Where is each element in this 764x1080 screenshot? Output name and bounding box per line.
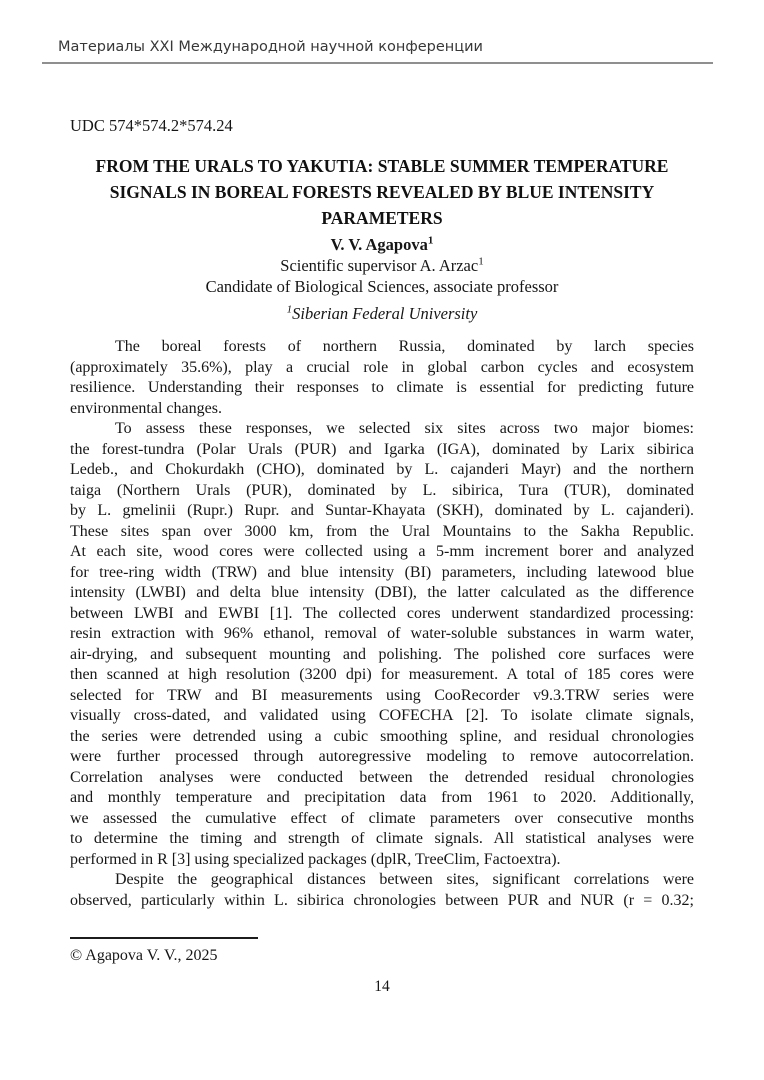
paper-title-line: SIGNALS IN BOREAL FORESTS REVEALED BY BLUE INTENSITY [109, 182, 655, 202]
paper-title-line: FROM THE URALS TO YAKUTIA: STABLE SUMMER TEMPERATURE [95, 156, 669, 176]
running-head-title: Материалы XXI Международной научной конференции [58, 39, 483, 55]
paper-page [0, 38, 764, 1080]
copyright-line: © Agapova V. V., 2025 [70, 947, 218, 964]
author-name [70, 234, 694, 255]
body-line: to determine the timing and strength of climate signals. All statistical analyses were [70, 830, 694, 847]
supervisor-text: Scientific supervisor A. Arzac [280, 256, 479, 275]
body-line: environmental changes. [70, 399, 222, 417]
affiliation-marker: 1 [286, 303, 293, 316]
body-line: and monthly temperature and precipitation data from 1961 to 2020. Additionally, [70, 789, 694, 806]
body-line: observed, particularly within L. sibirica chronologies between PUR and NUR (r = 0.32; [70, 891, 694, 909]
body-line: between LWBI and EWBI [1]. The collected cores underwent standardized processing: [70, 604, 694, 622]
author-affiliation-marker: 1 [427, 234, 434, 247]
body-line: the forest-tundra (Polar Urals (PUR) and Igarka (IGA), dominated by Larix sibirica [70, 440, 694, 458]
page-number: 14 [374, 978, 390, 995]
body-line: we assessed the cumulative effect of climate parameters over consecutive months [70, 809, 694, 827]
body-line: then scanned at high resolution (3200 dpi) for measurement. A total of 185 cores were [70, 666, 694, 683]
body-line: were further processed through autoregressive modeling to remove autocorrelation. [70, 748, 694, 765]
affiliation-text: Siberian Federal University [292, 304, 478, 323]
body-line: the series were detrended using a cubic smoothing spline, and residual chronologies [70, 727, 694, 745]
body-line: At each site, wood cores were collected using a 5-mm increment borer and analyzed [70, 543, 694, 560]
body-line: To assess these responses, we selected six sites across two major biomes: [115, 420, 694, 437]
content-column [70, 116, 694, 911]
paper-title-line: PARAMETERS [321, 208, 443, 228]
body-line: visually cross-dated, and validated using COFECHA [2]. To isolate climate signals, [70, 707, 694, 724]
body-line: for tree-ring width (TRW) and blue intensity (BI) parameters, including latewood blue [70, 563, 694, 581]
degree-line: Candidate of Biological Sciences, associate professor [205, 277, 559, 296]
body-line: selected for TRW and BI measurements using CooRecorder v9.3.TRW series were [70, 686, 694, 704]
body-line: taiga (Northern Urals (PUR), dominated by L. sibirica, Tura (TUR), dominated [70, 481, 694, 499]
paper-title [70, 153, 694, 231]
supervisor-line [70, 255, 694, 276]
supervisor-affiliation-marker: 1 [478, 255, 484, 268]
body-line: (approximately 35.6%), play a crucial role in global carbon cycles and ecosystem [70, 358, 694, 376]
body-line: Despite the geographical distances between sites, significant correlations were [115, 871, 694, 888]
body-line: performed in R [3] using specialized packages (dplR, TreeClim, Factoextra). [70, 850, 561, 868]
body-line: Correlation analyses were conducted between the detrended residual chronologies [70, 768, 694, 786]
author-name-text: V. V. Agapova [330, 235, 428, 254]
udc-code: UDC 574*574.2*574.24 [70, 116, 233, 135]
byline-block [70, 234, 694, 297]
affiliation-line [70, 303, 694, 324]
body-line: The boreal forests of northern Russia, dominated by larch species [115, 338, 694, 355]
body-text [70, 337, 694, 911]
body-line: resilience. Understanding their responses to climate is essential for predicting future [70, 379, 694, 396]
running-head [42, 38, 713, 64]
footnote-rule [70, 937, 258, 939]
body-line: Ledeb., and Chokurdakh (CHO), dominated by L. cajanderi Mayr) and the northern [70, 461, 694, 478]
body-line: intensity (LWBI) and delta blue intensity (DBI), the latter calculated as the difference [70, 584, 694, 601]
body-line: These sites span over 3000 km, from the Ural Mountains to the Sakha Republic. [70, 522, 694, 540]
body-line: by L. gmelinii (Rupr.) Rupr. and Suntar-Khayata (SKH), dominated by L. cajanderi). [70, 502, 694, 519]
body-line: resin extraction with 96% ethanol, removal of water-soluble substances in warm water, [70, 625, 694, 642]
body-line: air-drying, and subsequent mounting and polishing. The polished core surfaces were [70, 645, 694, 663]
